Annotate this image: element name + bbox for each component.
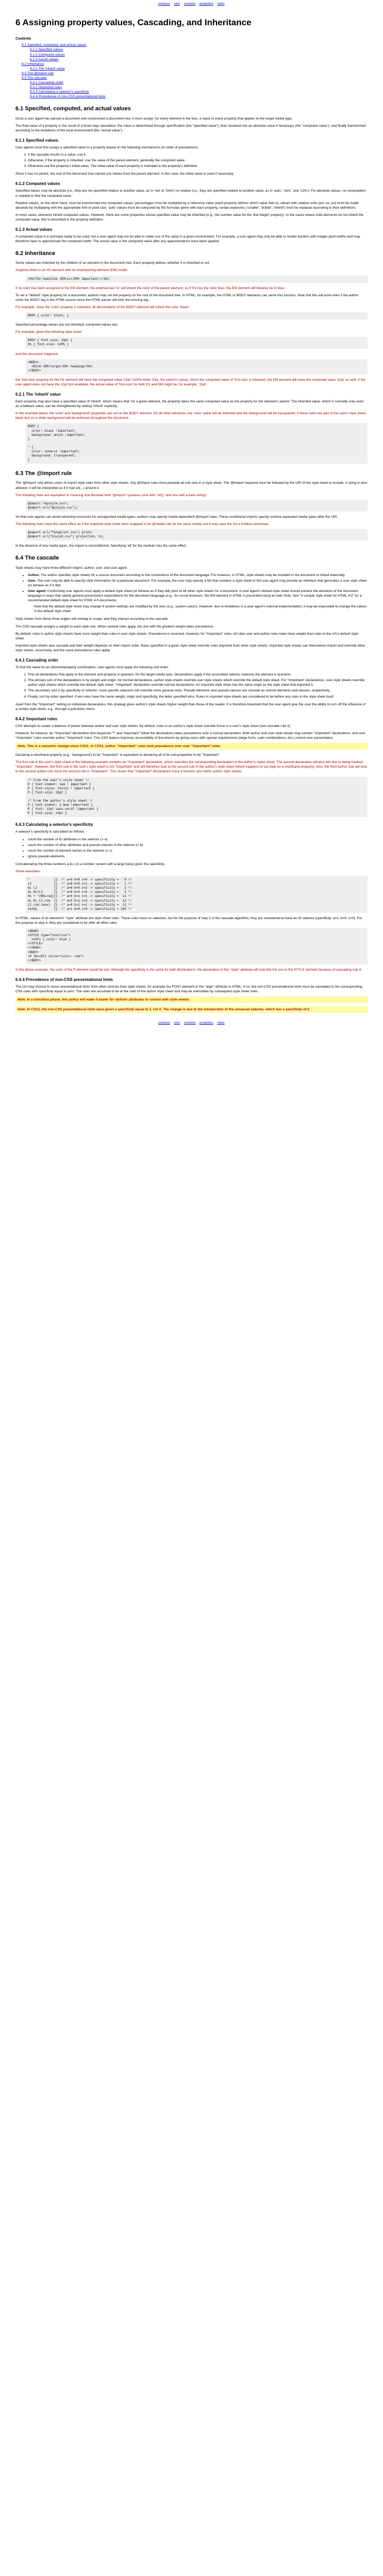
list-item [28,573,368,578]
subsection-heading: 6.1.3 Actual values [15,227,53,232]
paragraph: Once a user agent has parsed a document and constructed a document tree, it must assign, for every element in the tree, a value to every property that applies to the target media type. [15,116,293,121]
code-block: /* From the user's style sheet */ P { text-indent: 1em ! important } P { font-style: italic ! important } P { font-size: 18pt } /* From the author's style sheet */ P { text-indent: 1.5em !important } P { font: 12pt sans-serif !important } P { font-size: 24pt } [26,777,368,818]
page-title: 6 Assigning property values, Cascading, and Inheritance [15,18,252,28]
paragraph: The CSS cascade assigns a weight to each style rule. When several rules apply, the one with the greatest weight takes precedence. [15,624,214,629]
paragraph: To set a "default" style property for a document, authors may set the property on the root of the document tree. In HTML, for example, the HTML or BODY elements can serve this function. Note that this will work even if the author omits the BODY tag in the HTML source since the HTML parser will infer the missing tag. [15,293,359,302]
paragraph: The final value of a property is the result of a three-step calculation: the value is determined through specification (the "specified value"), then resolved into an absolute value if necessary (the "computed value"), and finally transformed according to the limitations of the local environment (the "actual value"). [15,124,366,132]
paragraph: However, for balance, an "!important" declaration (the keywords "!" and "important" follow the declaration) takes precedence over a normal declaration. Both author and user style sheets may contain "!important" declarations, and user "!important" rules override author "!important" rules. This CSS feature improves accessibility of documents by giving users with special requirements (large fonts, color combinations, etc.) control over presentation. [15,731,365,740]
paragraph: Note that the default style sheet may change if system settings are modified by the user (e.g., system colors). However, due to limitations in a user agent's internal implementation, it may be impossible to change the values in the default style sheet. [34,605,367,614]
example-text: Some examples: [15,870,41,873]
origin-term: Author. [28,573,40,577]
paragraph: Some values are inherited by the children of an element in the document tree. Each property defines whether it is inherited or not. [15,261,210,265]
subsection-heading: 6.1.1 Specified values [15,138,58,143]
list-item: • count the number of ID attributes in the selector (= a) [28,837,368,842]
toc-item [22,76,368,99]
example-text: For example, since the 'color' property is inherited, all descendants of the BODY element will inherit the color 'black': [15,305,190,309]
example-text: In the above example, the color of the P element would be red. Although the specificity is the same for both declarations, the declaration in the "style" attribute will override the one in the STYLE element because of cascading rule 4. [15,968,362,972]
nav-properties-link[interactable]: properties [199,3,213,6]
toc-link[interactable]: 6.1.3 Actual values [30,57,59,61]
table-of-contents [15,43,368,99]
list-item: 1. If the cascade results in a value, use it. [28,152,368,157]
list-item: 2. Otherwise, if the property is inherited, use the value of the parent element, generally the computed value. [28,158,368,163]
section-heading: 6.1 Specified, computed, and actual values [15,106,131,112]
nav-next-link[interactable]: next [174,1022,180,1025]
toc-link[interactable]: 6.1 Specified, computed, and actual values [22,43,87,47]
code-block: * {} /* a=0 b=0 c=0 -> specificity = 0 */ LI {} /* a=0 b=0 c=1 -> specificity = 1 */ UL LI {} /* a=0 b=0 c=2 -> specificity = 2 */ UL OL+LI {} /* a=0 b=0 c=3 -> specificity = 3 */ H1 + *[REL=up]{} /* a=0 b=1 c=1 -> specificity = 11 */ UL OL LI.red {} /* a=0 b=1 c=3 -> specificity = 13 */ LI.red.level {} /* a=0 b=2 c=1 -> specificity = 21 */ #x34y {} /* a=1 b=0 c=0 -> specificity = 100 */ [26,876,368,913]
nav-previous-link[interactable]: previous [158,1022,170,1025]
code-block: @import "mystyle.css"; @import url("mystyle.css"); [26,500,368,512]
origin-definition: The author specifies style sheets for a source document according to the conventions of the document language. For instance, in HTML, style sheets may be included in the document or linked externally. [40,573,345,577]
nav-contents-link[interactable]: contents [184,3,196,6]
list-item: • count the number of element names in the selector (= c) [28,849,368,853]
paragraph: The '@import' rule allows users to import style rules from other style sheets. Any @import rules must precede all rule sets in a style sheet. The '@import' keyword must be followed by the URI of the style sheet to include. A string is also allowed; it will be interpreted as if it had url(...) around it. [15,481,368,490]
toc-link[interactable]: 6.4.1 Cascading order [30,81,63,85]
paragraph: In HTML, values of an element's "style" attribute are style sheet rules. These rules have no selectors, but for the purpose of step 3 of the cascade algorithm, they are considered to have an ID selector (specificity: a=1, b=0, c=0). For the purpose of step 4, they are considered to be after all other rules. [15,916,362,925]
ordered-list [15,152,368,168]
note-box: Note. In CSS1, the non-CSS presentational hints were given a specificity equal to 1, not 0. The change is due to the introduction of the universal selector, which has a specificity of 0. [15,1006,368,1013]
subsection-heading: 6.1.2 Computed values [15,181,60,187]
paragraph: A selector's specificity is calculated as follows: [15,830,85,834]
list-item [28,589,368,614]
paragraph: So that user agents can avoid retrieving resources for unsupported media types, authors may specify media-dependent @import rules. These conditional imports specify comma-separated media types after the URI. [15,515,338,519]
toc-link[interactable]: 6.1.2 Computed values [30,53,65,57]
paragraph: A computed value is in principle ready to be used, but a user agent may not be able to make use of the value in a given environment. For example, a user agent may only be able to render borders with integer pixel widths and may therefore have to approximate the computed width. The actual value is the computed value after any approximations have been applied. [15,235,360,244]
toc-link[interactable]: 6.2 Inheritance [22,62,44,66]
list-item: 3. Otherwise use the property's initial value. The initial value of each property is indicated in the property's definition. [28,164,368,168]
paragraph: Style sheets may have three different origins: author, user, and user agent. [15,566,128,570]
paragraph: To find the value for an element/property combination, user agents must apply the following sort order: [15,666,169,670]
paragraph: Each property may also have a specified value of 'inherit', which means that, for a given element, the property takes the same computed value as the property for the element's parent. The inherited value, which is normally only used as a fallback value, can be strengthened by setting 'inherit' explicitly. [15,400,363,409]
code-block: <H1>The headline <EM>is</EM> important!</H1> [26,276,368,283]
paragraph: By default, rules in author style sheets have more weight than rules in user style sheets. Precedence is reversed, however, for "!important" rules. All rules user and author rules have more weight than rules in the UA's default style sheet. [15,632,358,640]
subsection-heading: 6.4.2 !important rules [15,716,57,721]
origin-term: User. [28,579,37,583]
list-item: 2. The primary sort of the declarations is by weight and origin: for normal declarations, author style sheets override user style sheets which override the default style sheet. For "!important" declarations, user style sheets override author style sheets which override the default style sheet. "!important" declaration override normal declarations. An imported style sheet has the same origin as the style sheet that imported it. [28,678,368,687]
example-text: The following lines are equivalent in meaning and illustrate both '@import' syntaxes (one with "url()" and one with a bare string): [15,493,207,497]
section-heading: 6.3 The @import rule [15,470,72,477]
toc-item [22,71,368,76]
origin-term: User agent. [28,589,46,593]
list-item: • ignore pseudo-elements. [28,854,368,859]
toc-link[interactable]: 6.3 The @import rule [22,71,54,75]
section-heading: 6.2 Inheritance [15,250,56,257]
paragraph: Specified percentage values are not inherited; computed values are. [15,323,119,327]
list-item [28,579,368,588]
example-text: In the example below, the 'color' and 'background' properties are set on the BODY element. On all other elements, the 'color' value will be inherited and the background will be transparent. If these rules are part of the user's style sheet, black text on a white background will be enforced throughout the document. [15,412,367,420]
paragraph: In the absence of any media types, the import is unconditional. Specifying 'all' for the medium has the same effect. [15,544,187,548]
list-item: • count the number of other attributes and pseudo-classes in the selector (= b) [28,843,368,848]
origin-definition: Conforming user agents must apply a default style sheet (or behave as if they did) prior to all other style sheets for a document. A user agent's default style sheet should present the elements of the document language in ways that satisfy general presentation expectations for the document language (e.g., for visual browsers, the EM element in HTML is presented using an italic font). See "A sample style sheet for HTML 4.0" for a recommended default style sheet for HTML 4.0 documents. [28,589,362,603]
example-text: and this document fragment: [15,352,59,356]
subsection-heading: 6.4.3 Calculating a selector's specificity [15,822,93,827]
toc-link[interactable]: 6.4.2 !important rules [30,86,62,90]
note-box: Note. This is a semantic change since CSS1. In CSS1, author "!important" rules took precedence over user "!important" rules. [15,743,368,750]
code-block: @import url("fineprint.css") print; @import url("bluish.css") projection, tv; [26,529,368,540]
nav-contents-link[interactable]: contents [184,1022,196,1025]
page [0,0,383,1036]
list-item: 1. Find all declarations that apply to the element and property in question, for the target media type. Declarations apply if the associated selector matches the element in question. [28,672,368,677]
origin-list [15,573,368,614]
subsection-heading: 6.4.1 Cascading order [15,658,59,663]
paragraph: Apart from the "!important" setting on individual declarations, this strategy gives author's style sheets higher weight than those of the reader. It is therefore important that the user agent give the user the ability to turn off the influence of a certain style sheet, e.g., through a pull-down menu. [15,702,366,711]
toc-link[interactable]: 6.4.3 Calculating a selector's specificity [30,90,89,94]
example-text: Suppose there is an H1 element with an emphasizing element (EM) inside: [15,268,128,273]
toc-link[interactable]: 6.4.4 Precedence of non-CSS presentational hints [30,95,106,99]
subsection-heading: 6.2.1 The 'inherit' value [15,392,61,397]
example-text: The following rules have the same effect as if the imported style sheet were wrapped in an @media rule for the same media, but it may save the UA a fruitless download. [15,522,270,527]
paragraph: CSS attempts to create a balance of power between author and user style sheets. By default, rules in an author's style sheet override those in a user's style sheet (see cascade rule 3). [15,724,291,728]
paragraph: Style sheets from these three origins will overlap in scope, and they interact according to the cascade. [15,617,169,621]
example-text: If no color has been assigned to the EM element, the emphasized "is" will inherit the color of the parent element, so if H1 has the color blue, the EM element will likewise be in blue. [15,286,285,290]
specificity-list [15,837,368,859]
toc-heading: Contents [15,37,31,41]
example-text: The first rule in the user's style sheet in the following example contains an "!important" declaration, which overrides the corresponding declaration in the author's styles sheet. The second declaration will also win due to being marked "!important". However, the third rule in the user's style sheet is not "!important" and will therefore lose to the second rule in the author's style sheet (which happens to set style on a shorthand property). Also, the third author rule will lose to the second author rule since the second rule is "!important". This shows that "!important" declarations have a function also within author style sheets. [15,760,367,774]
example-text: the 'font-size' property for the H1 element will have the computed value '12pt' (120% times 10pt, the parent's value). Since the computed value of 'font-size' is inherited, the EM element will have the computed value '12pt' as well. If the user agent does not have the 12pt font available, the actual value of 'font-size' for both H1 and EM might be, for example, '11pt'. [15,378,365,386]
nav-index-link[interactable]: index [217,3,225,6]
subsection-heading: 6.4.4 Precedence of non-CSS presentational hints [15,977,113,982]
nav-next-link[interactable]: next [174,3,180,6]
origin-definition: The user may be able to specify style information for a particular document. For example, the user may specify a file that contains a style sheet or the user agent may provide an interface that generates a user style sheet (or behave as if it did). [28,579,367,587]
note-box: Note. In a transition phase, this policy will make it easier for stylistic attributes to coexist with style sheets. [15,996,368,1003]
paragraph: Concatenating the three numbers a-b-c (in a number system with a large base) gives the specificity. [15,862,165,866]
toc-link[interactable]: 6.1.1 Specified values [30,48,63,52]
code-block: <BODY> <H1>A <EM>large</EM> heading</H1> </BODY> [26,359,368,375]
toc-item [22,62,368,71]
paragraph: Specified values may be absolute (i.e., they are not specified relative to another value, as in 'red' or '2mm') or relative (i.e., they are specified relative to another value, as in 'auto', '2em', and '12%'). For absolute values, no computation is needed to find the computed value. [15,189,366,198]
code-block: BODY { color: black; } [26,312,368,319]
paragraph: In most cases, elements inherit computed values. However, there are some properties whose specified value may be inherited (e.g., the number value for the 'line-height' property). In the cases where child elements do not inherit the computed value, this is described in the property definition. [15,213,364,222]
paragraph: Since it has no parent, the root of the document tree cannot use values from the parent element; in this case, the initial value is used if necessary. [15,172,234,176]
code-block: <HEAD> <STYLE type="text/css"> #x97z { color: blue } </STYLE> </HEAD> <BODY> <P ID=x97z style="color: red"> </BODY> [26,928,368,964]
code-block: BODY { color: black !important; background: white !important; } * { color: inherit !important; background: transparent; } [26,423,368,464]
toc-link[interactable]: 6.4 The cascade [22,76,47,80]
nav-previous-link[interactable]: previous [158,3,170,6]
top-navbar [15,2,368,6]
list-item: 3. The secondary sort is by specificity of selector: more specific selectors will override more general ones. Pseudo-elements and pseudo-classes are counted as normal elements and classes, respectively. [28,688,368,693]
toc-link[interactable]: 6.2.1 The 'inherit' value [30,66,65,71]
toc-item [22,43,368,61]
paragraph: The UA may choose to honor presentational hints from other sources than style sheets, for example the FONT element or the "align" attribute in HTML. If so, the non-CSS presentational hints must be translated to the corresponding CSS rules with specificity equal to zero. The rules are assumed to be at the start of the author style sheet and may be overridden by subsequent style sheet rules. [15,985,362,993]
nav-index-link[interactable]: index [217,1022,225,1025]
bottom-navbar [15,1021,368,1025]
nav-properties-link[interactable]: properties [199,1022,213,1025]
list-item: 4. Finally, sort by order specified: if two rules have the same weight, origin and specificity, the latter specified wins. Rules in imported style sheets are considered to be before any rules in the style sheet itself. [28,694,368,699]
code-block: BODY { font-size: 10pt } H1 { font-size: 120% } [26,337,368,348]
section-heading: 6.4 The cascade [15,555,59,562]
example-text: For example, given the following style sheet: [15,330,82,334]
ordered-list [15,672,368,699]
paragraph: Imported style sheets also cascade and their weight depends on their import order. Rules specified in a given style sheet override rules imported from other style sheets. Imported style sheets can themselves import and override other style sheets, recursively, and the same precedence rules apply. [15,643,365,652]
paragraph: Relative values, on the other hand, must be transformed into computed values: percentages must be multiplied by a reference value (each property defines which value that is), values with relative units (em, ex, px) must be made absolute by multiplying with the appropriate font or pixel size, 'auto' values must be computed by the formulas given with each property, certain keywords ('smaller', 'bolder', 'inherit') must be replaced according to their definitions. [15,201,359,210]
paragraph: Declaring a shorthand property (e.g., 'background') to be "!important" is equivalent to declaring all of its sub-properties to be "!important". [15,753,221,757]
paragraph: User agents must first assign a specified value to a property based on the following mechanisms (in order of precedence): [15,145,199,149]
